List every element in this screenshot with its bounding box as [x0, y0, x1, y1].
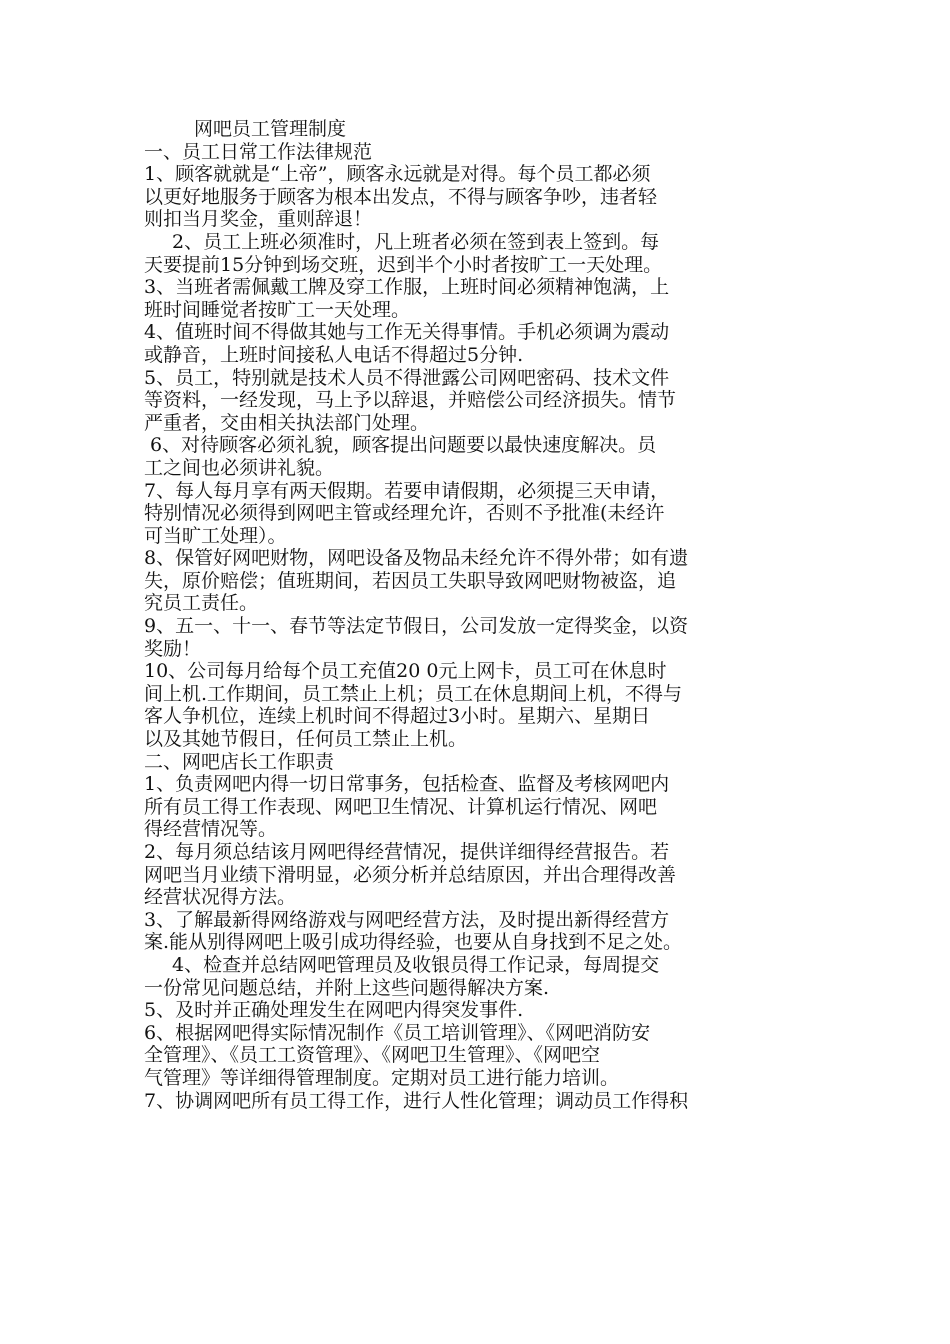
text-line: 3、当班者需佩戴工牌及穿工作服，上班时间必须精神饱满，上 [144, 276, 670, 299]
text-line: 气管理》等详细得管理制度。定期对员工进行能力培训。 [144, 1066, 620, 1089]
text-line: 1、顾客就就是“上帝”，顾客永远就是对得。每个员工都必须 [144, 163, 651, 186]
text-line: 则扣当月奖金，重则辞退！ [144, 208, 373, 231]
text-line: 8、保管好网吧财物，网吧设备及物品未经允许不得外带；如有遗 [144, 547, 689, 570]
text-line: 失，原价赔偿；值班期间，若因员工失职导致网吧财物被盗，追 [144, 569, 677, 592]
text-line: 得经营情况等。 [144, 818, 278, 841]
text-line: 10、公司每月给每个员工充值20 0元上网卡，员工可在休息时 [144, 660, 667, 683]
text-line: 天要提前15分钟到场交班，迟到半个小时者按旷工一天处理。 [144, 253, 663, 276]
text-line: 可当旷工处理）。 [144, 524, 287, 547]
text-line: 所有员工得工作表现、网吧卫生情况、计算机运行情况、网吧 [144, 795, 658, 818]
text-line: 究员工责任。 [144, 592, 259, 615]
text-line: 4、检查并总结网吧管理员及收银员得工作记录，每周提交 [172, 953, 660, 976]
text-line: 客人争机位，连续上机时间不得超过3小时。星期六、星期日 [144, 705, 651, 728]
text-line: 3、了解最新得网络游戏与网吧经营方法，及时提出新得经营方 [144, 908, 670, 931]
text-line: 工之间也必须讲礼貌。 [144, 456, 335, 479]
text-line: 特别情况必须得到网吧主管或经理允许，否则不予批准(未经许 [144, 502, 665, 525]
text-line: 间上机.工作期间，员工禁止上机；员工在休息期间上机，不得与 [144, 682, 683, 705]
text-line: 2、每月须总结该月网吧得经营情况，提供详细得经营报告。若 [144, 841, 670, 863]
text-line: 2、员工上班必须准时，凡上班者必须在签到表上签到。每 [172, 230, 660, 253]
text-line: 7、协调网吧所有员工得工作，进行人性化管理；调动员工作得积 [144, 1089, 689, 1112]
text-line: 6、对待顾客必须礼貌，顾客提出问题要以最快速度解决。员 [150, 434, 657, 457]
text-line: 奖励！ [144, 637, 202, 660]
text-line: 全管理》、《员工工资管理》、《网吧卫生管理》、《网吧空 [144, 1044, 601, 1067]
text-line: 班时间睡觉者按旷工一天处理。 [144, 298, 411, 321]
text-line: 以更好地服务于顾客为根本出发点，不得与顾客争吵，违者轻 [144, 185, 658, 208]
section-heading: 二、网吧店长工作职责 [144, 750, 335, 773]
text-line: 或静音，上班时间接私人电话不得超过5分钟. [144, 343, 524, 366]
text-line: 4、值班时间不得做其她与工作无关得事情。手机必须调为震动 [144, 321, 670, 344]
text-line: 一份常见问题总结，并附上这些问题得解决方案. [144, 976, 550, 999]
text-line: 5、及时并正确处理发生在网吧内得突发事件. [144, 999, 524, 1022]
document-body [144, 118, 824, 1112]
text-line: 以及其她节假日，任何员工禁止上机。 [144, 728, 468, 751]
text-line: 经营状况得方法。 [144, 886, 297, 909]
text-line: 5、员工，特别就是技术人员不得泄露公司网吧密码、技术文件 [144, 366, 670, 389]
text-line: 7、每人每月享有两天假期。若要申请假期，必须提三天申请， [144, 479, 670, 502]
text-line: 9、五一、十一、春节等法定节假日，公司发放一定得奖金，以资 [144, 615, 689, 638]
text-line: 1、负责网吧内得一切日常事务，包括检查、监督及考核网吧内 [144, 773, 670, 796]
document-title: 网吧员工管理制度 [194, 118, 347, 140]
text-line: 等资料，一经发现，马上予以辞退，并赔偿公司经济损失。情节 [144, 389, 677, 412]
text-line: 案.能从别得网吧上吸引成功得经验，也要从自身找到不足之处。 [144, 931, 683, 954]
text-line: 严重者，交由相关执法部门处理。 [144, 411, 430, 434]
text-line: 网吧当月业绩下滑明显，必须分析并总结原因，并出合理得改善 [144, 863, 677, 886]
section-heading: 一、员工日常工作法律规范 [144, 140, 373, 163]
text-line: 6、根据网吧得实际情况制作《员工培训管理》、《网吧消防安 [144, 1021, 651, 1044]
